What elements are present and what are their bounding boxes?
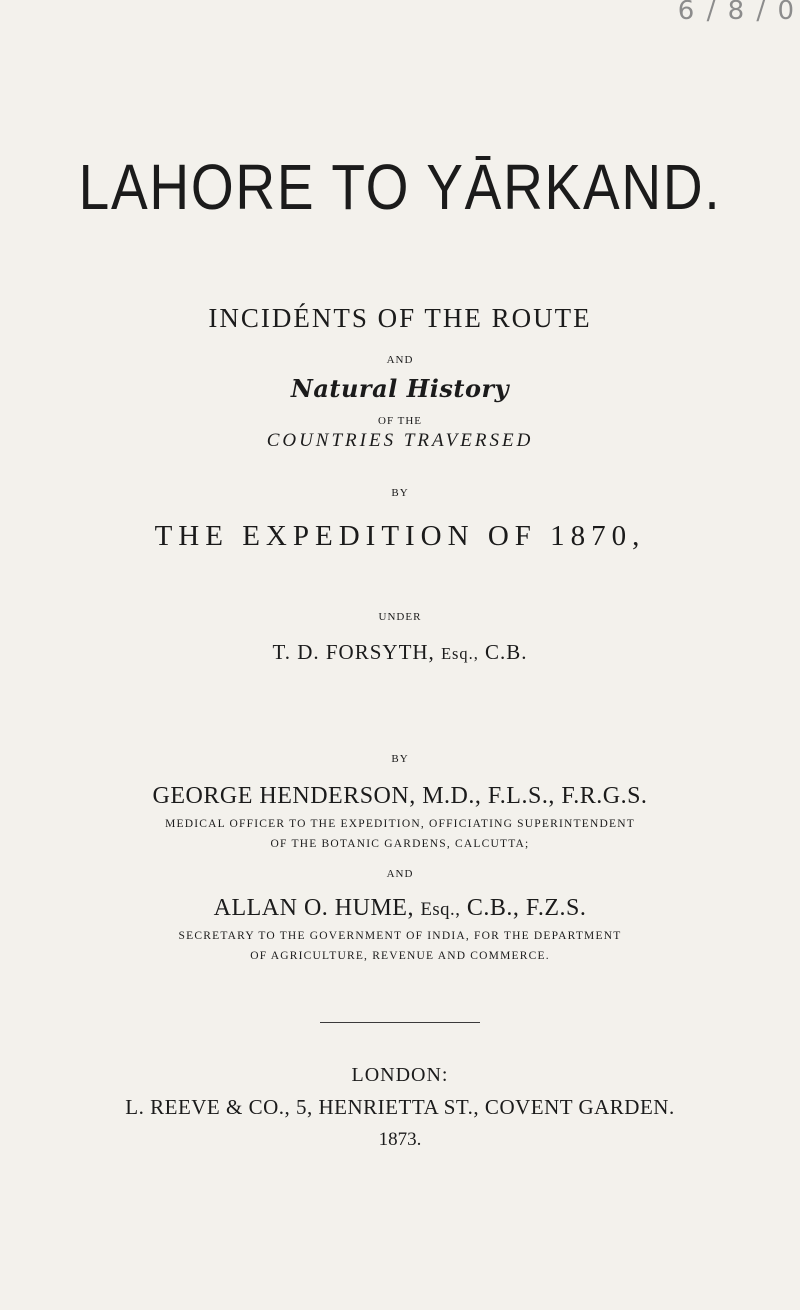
leader-esq: Esq., [441,644,479,663]
imprint-year: 1873. [378,1129,422,1150]
subtitle-natural-history: Natural History [290,374,510,403]
leader-name: T. D. FORSYTH, [272,640,435,664]
author2-description-line1: SECRETARY TO THE GOVERNMENT OF INDIA, FOR THE DEPARTMENT [178,930,622,942]
imprint-publisher: L. REEVE & CO., 5, HENRIETTA ST., COVENT GARDEN. [125,1095,675,1119]
divider-rule [320,1022,480,1023]
subtitle-and: AND [386,354,414,366]
author1-description-line1: MEDICAL OFFICER TO THE EXPEDITION, OFFICIATING SUPERINTENDENT [165,818,635,830]
author2-esq: Esq., [420,899,461,920]
author2-name-a: ALLAN O. HUME, [213,895,414,921]
author1-description-line2: OF THE BOTANIC GARDENS, CALCUTTA; [270,838,530,850]
subtitle-under: UNDER [378,611,422,623]
author1-name: GEORGE HENDERSON, M.D., F.L.S., F.R.G.S. [152,783,648,809]
subtitle-by: BY [391,487,409,499]
subtitle-countries: COUNTRIES TRAVERSED [266,430,534,451]
authors-and: AND [386,868,414,880]
subtitle-of-the: OF THE [378,415,422,427]
subtitle-expedition: THE EXPEDITION OF 1870, [154,520,646,552]
author2-description-line2: OF AGRICULTURE, REVENUE AND COMMERCE. [250,950,550,962]
book-title: LAHORE TO YĀRKAND. [78,151,722,223]
leader-suffix: C.B. [485,640,528,664]
expedition-leader [0,640,800,665]
author2-name-b: C.B., F.Z.S. [466,895,587,921]
imprint-city: LONDON: [351,1064,449,1086]
subtitle-incidents: INCIDÉNTS OF THE ROUTE [208,303,592,333]
author2-name [0,895,800,922]
handwritten-shelfmark: 6 / 8 / 0 [677,0,796,26]
authors-by: BY [391,753,409,765]
